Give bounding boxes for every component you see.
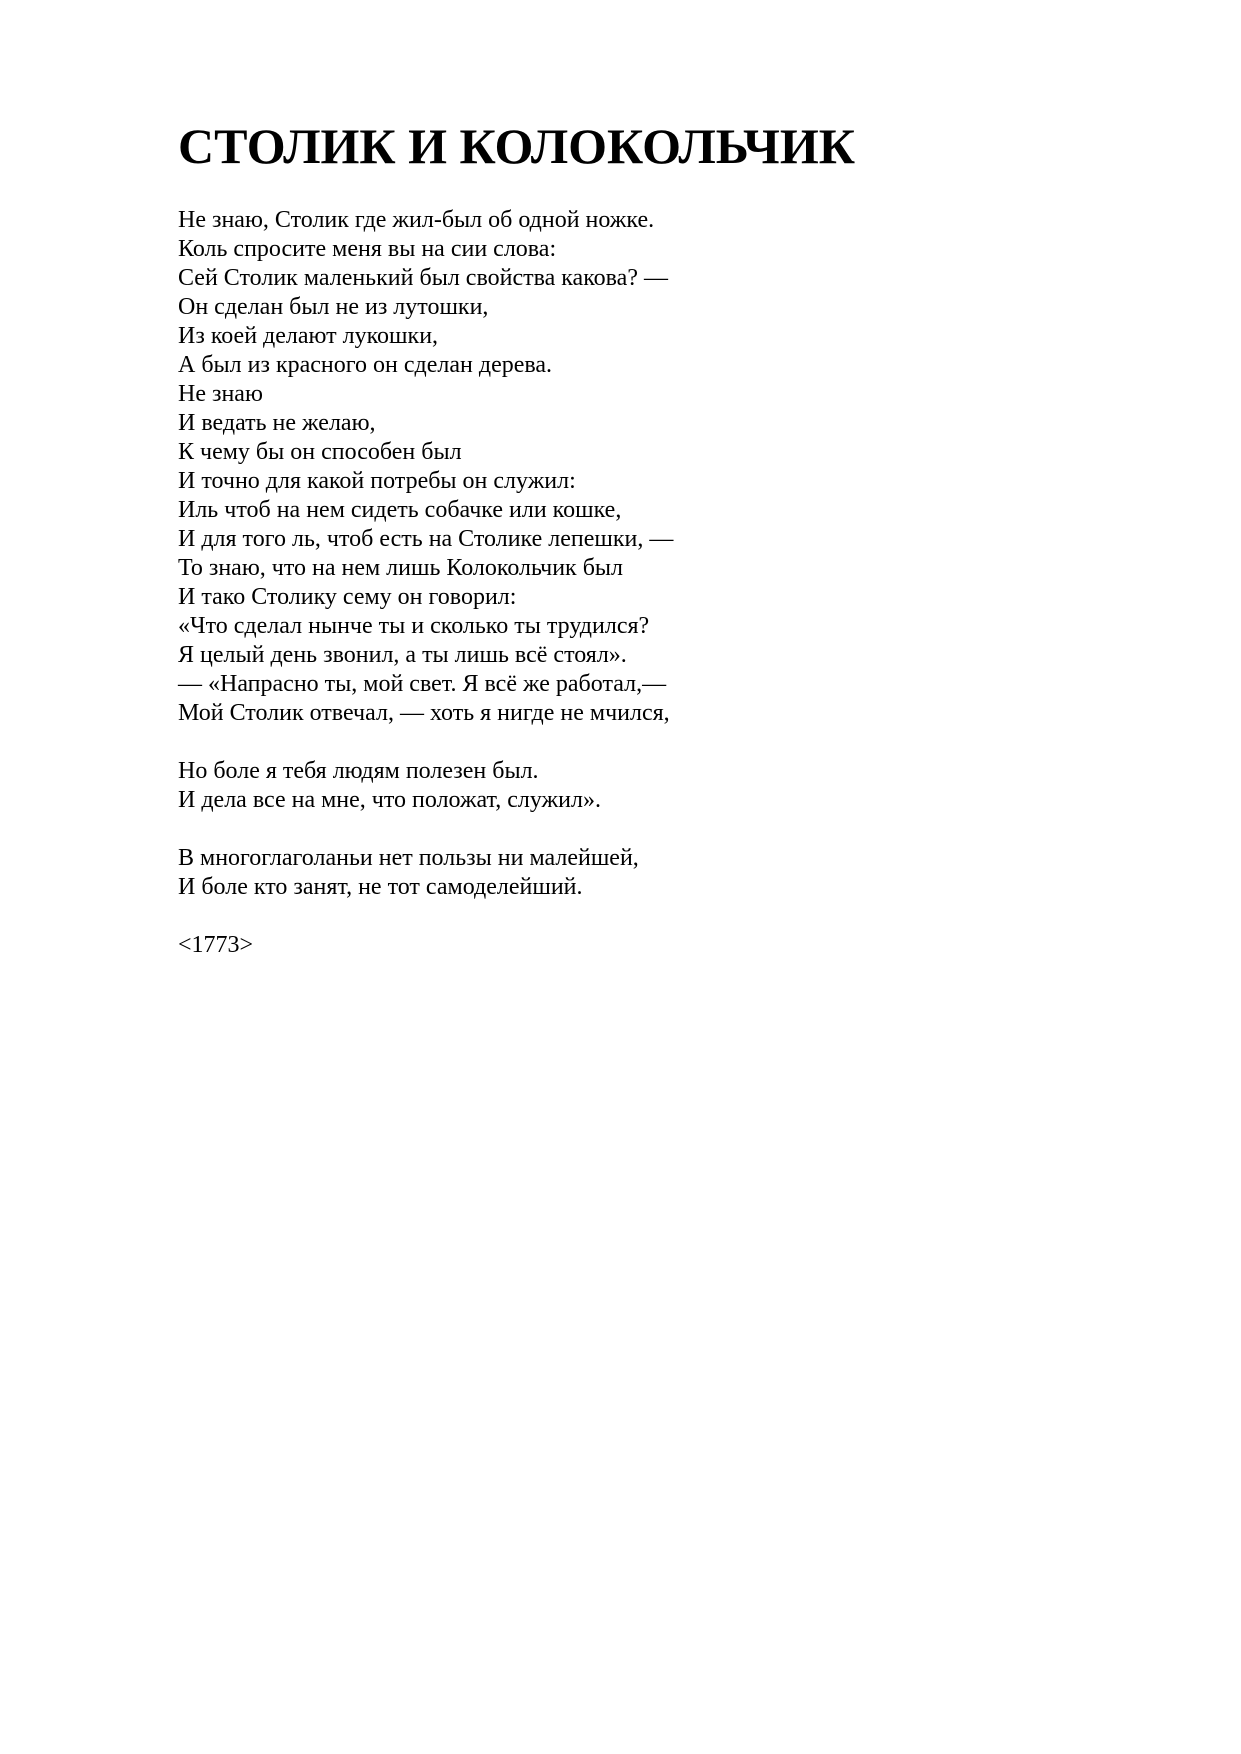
- poem-line: Но боле я тебя людям полезен был.: [178, 758, 539, 784]
- document-page: [178, 118, 1178, 960]
- poem-line: Сей Столик маленький был свойства какова? —: [178, 265, 668, 291]
- poem-line: А был из красного он сделан дерева.: [178, 352, 553, 378]
- poem-line: Иль чтоб на нем сидеть собачке или кошке,: [178, 497, 622, 523]
- stanza-2: [178, 757, 1178, 815]
- stanza-3: [178, 844, 1178, 902]
- stanza-1: [178, 206, 1178, 728]
- poem-line: Мой Столик отвечал, — хоть я нигде не мчился,: [178, 700, 670, 726]
- poem-line: И точно для какой потребы он служил:: [178, 468, 576, 494]
- poem-line: — «Напрасно ты, мой свет. Я всё же работал,—: [178, 671, 667, 697]
- poem-line: Не знаю, Столик где жил-был об одной ножке.: [178, 207, 655, 233]
- poem-line: И для того ль, чтоб есть на Столике лепешки, —: [178, 526, 674, 552]
- poem-line: В многоглаголаньи нет пользы ни малейшей,: [178, 845, 639, 871]
- poem-line: Коль спросите меня вы на сии слова:: [178, 236, 557, 262]
- poem-line: Не знаю: [178, 381, 263, 407]
- poem-line: «Что сделал нынче ты и сколько ты трудился?: [178, 613, 650, 639]
- poem-date: <1773>: [178, 932, 254, 958]
- poem-line: Он сделан был не из лутошки,: [178, 294, 489, 320]
- poem-title: СТОЛИК И КОЛОКОЛЬЧИК: [178, 118, 856, 174]
- poem-line: И ведать не желаю,: [178, 410, 376, 436]
- poem-line: Я целый день звонил, а ты лишь всё стоял».: [178, 642, 627, 668]
- poem-line: И тако Столику сему он говорил:: [178, 584, 517, 610]
- poem-line: То знаю, что на нем лишь Колокольчик был: [178, 555, 624, 581]
- poem-line: К чему бы он способен был: [178, 439, 462, 465]
- poem-body: [178, 206, 1178, 960]
- poem-line: Из коей делают лукошки,: [178, 323, 439, 349]
- poem-line: И дела все на мне, что положат, служил».: [178, 787, 601, 813]
- poem-line: И боле кто занят, не тот самоделейший.: [178, 874, 583, 900]
